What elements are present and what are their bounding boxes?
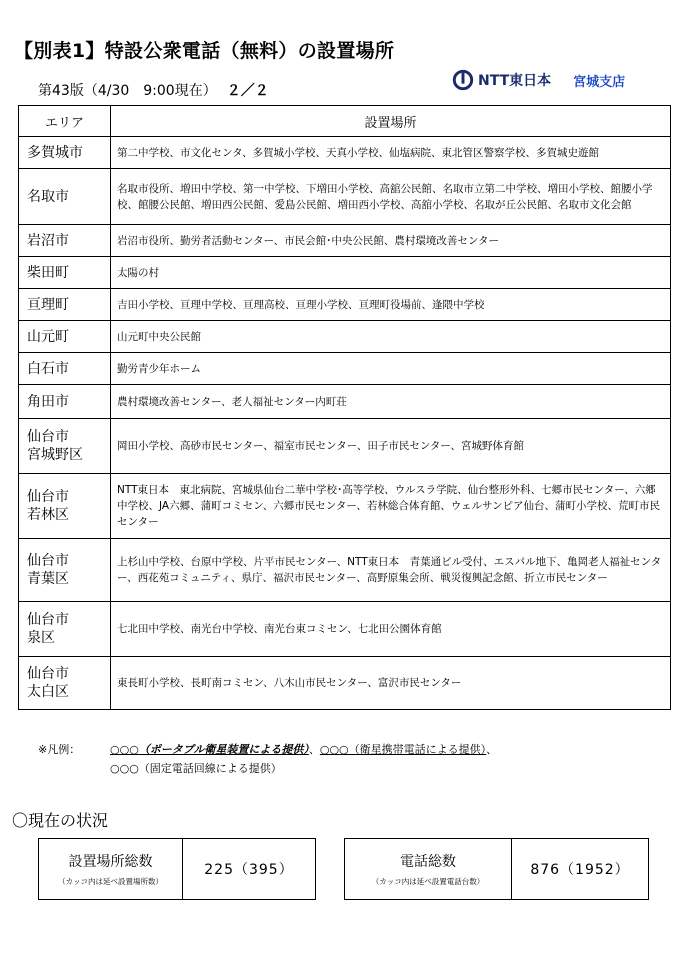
area-name: 仙台市	[27, 612, 69, 628]
total-locations-label-cell	[39, 839, 183, 899]
total-phones-value: 876（1952）	[530, 862, 630, 878]
total-locations-value: 225（395）	[204, 862, 294, 878]
area-cell	[19, 321, 111, 353]
total-phones-label-cell	[345, 839, 512, 899]
area-name: 名取市	[27, 188, 69, 205]
legend-label: ※凡例：	[38, 743, 81, 756]
table-row	[19, 225, 671, 257]
total-phones-label: 電話総数	[400, 854, 456, 870]
area-name: 太白区	[27, 684, 69, 700]
area-cell	[19, 289, 111, 321]
places-cell: 名取市役所、増田中学校、第一中学校、下増田小学校、高舘公民館、名取市立第二中学校、増田小学校、館腰小学校、館腰公民館、増田西公民館、愛島公民館、増田西小学校、高舘小学校、名取が丘公民館、名取市文化会館	[111, 169, 671, 225]
area-name: 山元町	[27, 328, 69, 345]
area-name: 亘理町	[27, 296, 69, 313]
area-cell	[19, 602, 111, 657]
area-name: 岩沼市	[27, 232, 69, 249]
area-cell	[19, 137, 111, 169]
table-row	[19, 257, 671, 289]
table-row	[19, 289, 671, 321]
legend-portable: ○○○（ポータブル衛星装置による提供）	[110, 743, 309, 756]
places-cell: 岡田小学校、高砂市民センター、福室市民センター、田子市民センター、宮城野体育館	[111, 419, 671, 474]
area-name: 泉区	[27, 630, 55, 646]
area-cell	[19, 419, 111, 474]
legend-separator: 、	[308, 743, 320, 756]
legend-separator: 、	[486, 743, 498, 756]
total-locations-label: 設置場所総数	[68, 854, 153, 870]
area-name: 角田市	[27, 393, 69, 410]
area-cell	[19, 539, 111, 602]
table-row	[19, 539, 671, 602]
area-cell	[19, 169, 111, 225]
table-row	[19, 657, 671, 710]
places-cell: 岩沼市役所、勤労者活動センター、市民会館･中央公民館、農村環境改善センター	[111, 225, 671, 257]
area-cell	[19, 257, 111, 289]
legend	[38, 740, 497, 778]
places-cell: 吉田小学校、亘理中学校、亘理高校、亘理小学校、亘理町役場前、逢隈中学校	[111, 289, 671, 321]
total-phones-note: （カッコ内は延べ設置電話台数）	[371, 877, 485, 886]
total-locations-note: （カッコ内は延べ設置場所数）	[58, 877, 163, 886]
legend-satellite: ○○○（衛星携帯電話による提供）	[319, 743, 487, 756]
table-row	[19, 169, 671, 225]
column-header-area: エリア	[19, 106, 111, 137]
locations-table	[18, 105, 671, 710]
area-name: 多賀城市	[27, 144, 83, 161]
table-row	[19, 419, 671, 474]
table-header-row	[19, 106, 671, 137]
places-cell: 上杉山中学校、台原中学校、片平市民センター、NTT東日本 青葉通ビル受付、エスパル地下、亀岡老人福祉センター、西花苑コミュニティ、県庁、福沢市民センター、高野原集会所、戦災復興記念館、折立市民センター	[111, 539, 671, 602]
total-locations-box	[38, 838, 316, 900]
legend-fixed: ○○○（固定電話回線による提供）	[110, 762, 282, 775]
area-cell	[19, 474, 111, 539]
places-cell: 太陽の村	[111, 257, 671, 289]
ntt-logo	[452, 67, 625, 93]
version-label: 第43版（4/30 9:00現在）	[38, 83, 217, 99]
places-cell: NTT東日本 東北病院、宮城県仙台二華中学校･高等学校、ウルスラ学院、仙台整形外科、七郷市民センター、六郷中学校、JA六郷、蒲町コミセン、六郷市民センター、若林総合体育館、ウェルサンピア仙台、蒲町小学校、荒町市民センター	[111, 474, 671, 539]
table-row	[19, 137, 671, 169]
area-cell	[19, 225, 111, 257]
area-cell	[19, 353, 111, 385]
places-cell: 山元町中央公民館	[111, 321, 671, 353]
table-row	[19, 602, 671, 657]
area-name: 白石市	[27, 360, 69, 377]
page-title: 【別表1】特設公衆電話（無料）の設置場所	[14, 40, 395, 62]
table-row	[19, 474, 671, 539]
table-row	[19, 353, 671, 385]
area-name: 青葉区	[27, 571, 69, 587]
places-cell: 七北田中学校、南光台中学校、南光台東コミセン、七北田公園体育館	[111, 602, 671, 657]
area-name: 仙台市	[27, 666, 69, 682]
branch-name: 宮城支店	[573, 74, 626, 90]
area-name: 若林区	[27, 507, 69, 523]
places-cell: 第二中学校、市文化センタ、多賀城小学校、天真小学校、仙塩病院、東北管区警察学校、多賀城史遊館	[111, 137, 671, 169]
table-row	[19, 321, 671, 353]
places-cell: 東長町小学校、長町南コミセン、八木山市民センター、富沢市民センター	[111, 657, 671, 710]
area-name: 宮城野区	[27, 447, 83, 463]
area-name: 仙台市	[27, 553, 69, 569]
version-line	[38, 80, 269, 100]
table-body	[19, 137, 671, 710]
column-header-places: 設置場所	[111, 106, 671, 137]
area-name: 仙台市	[27, 429, 69, 445]
area-name: 仙台市	[27, 489, 69, 505]
area-cell	[19, 657, 111, 710]
area-cell	[19, 385, 111, 419]
status-heading: 〇現在の状況	[12, 811, 109, 830]
brand-name: NTT東日本	[478, 73, 552, 89]
area-name: 柴田町	[27, 264, 69, 281]
ntt-logo-icon	[452, 69, 474, 91]
page-number: ２／２	[226, 83, 269, 99]
total-phones-box	[344, 838, 649, 900]
places-cell: 農村環境改善センター、老人福祉センター内町荘	[111, 385, 671, 419]
places-cell: 勤労青少年ホーム	[111, 353, 671, 385]
table-row	[19, 385, 671, 419]
